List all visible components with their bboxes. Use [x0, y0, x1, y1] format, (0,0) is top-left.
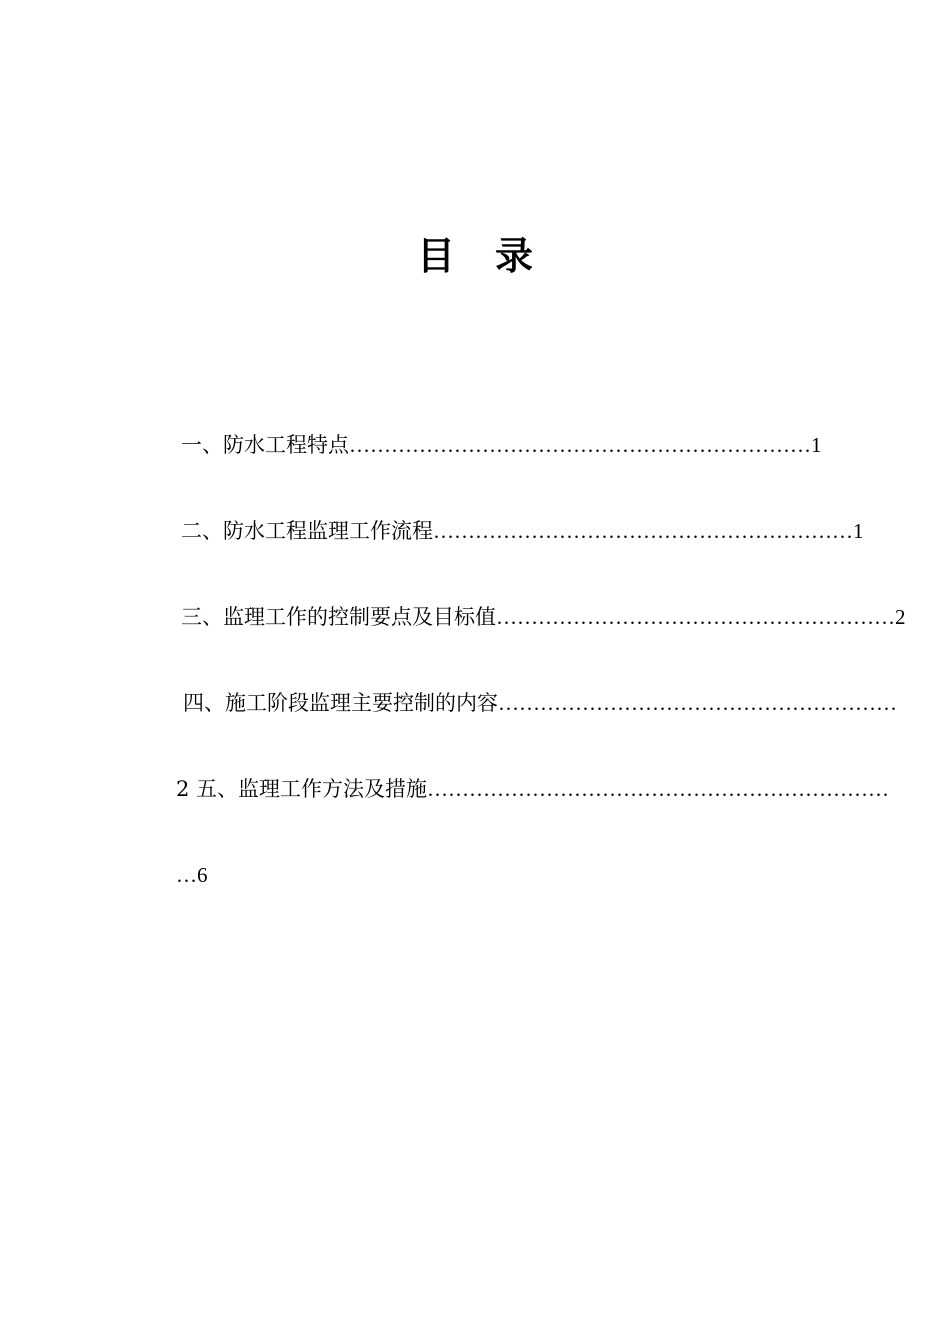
- toc-title: [0, 226, 950, 286]
- toc-entry-leader: …………………………………………………………: [427, 777, 890, 801]
- toc-title-char-2: 录: [495, 233, 534, 278]
- toc-entry-6: [176, 860, 208, 890]
- toc-entry-leader: ……………………………………………………: [433, 519, 853, 543]
- toc-entry-2: [181, 516, 864, 546]
- toc-entry-page: 1: [853, 519, 864, 543]
- toc-entry-4: [183, 688, 897, 718]
- toc-entry-label: 三、监理工作的控制要点及目标值: [181, 605, 496, 629]
- toc-entry-page: 6: [197, 863, 208, 887]
- toc-title-char-1: 目: [416, 233, 455, 278]
- toc-entry-label: 一、防水工程特点: [181, 433, 349, 457]
- toc-entry-label: 四、施工阶段监理主要控制的内容: [183, 691, 498, 715]
- toc-entry-1: [181, 430, 822, 460]
- toc-entry-label: 二、防水工程监理工作流程: [181, 519, 433, 543]
- toc-entry-leader: …: [176, 863, 197, 887]
- toc-entry-leader: …………………………………………………: [496, 605, 895, 629]
- toc-entry-leader: …………………………………………………: [498, 691, 897, 715]
- toc-entry-page: 1: [811, 433, 822, 457]
- toc-entry-page: 2: [895, 605, 906, 629]
- toc-entry-5: [176, 774, 889, 804]
- toc-entry-3: [181, 602, 906, 632]
- toc-entry-label: 2 五、监理工作方法及措施: [176, 777, 428, 801]
- toc-entry-leader: …………………………………………………………: [349, 433, 811, 457]
